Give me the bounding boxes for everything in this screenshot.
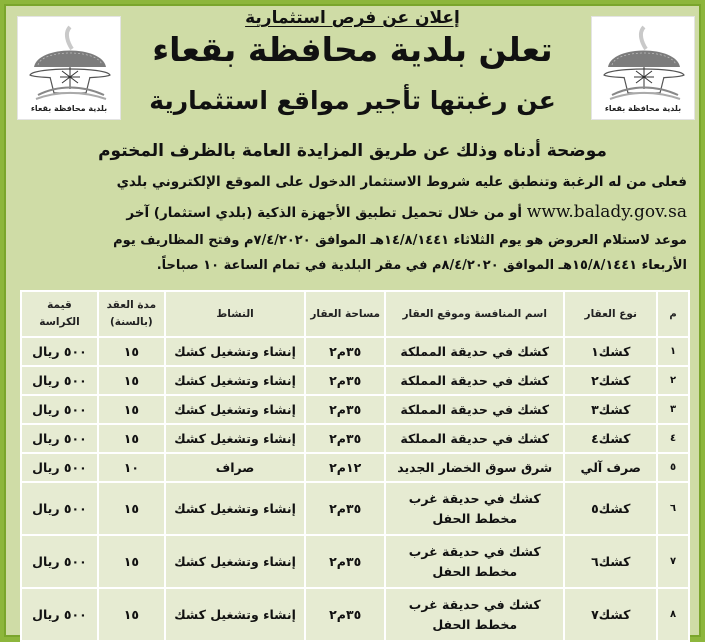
cell-name-line2: مخطط الحفل	[432, 616, 518, 632]
cell-name-line1: كشك في حديقة غرب	[408, 596, 541, 612]
logo-caption: بلدية محافظة بقعاء	[604, 104, 682, 113]
header-duration-line1: مدة العقد	[106, 299, 157, 311]
logo-caption: بلدية محافظة بقعاء	[30, 104, 108, 113]
cell-index: ٥	[657, 453, 689, 482]
header-fee-line2: الكراسة	[39, 316, 80, 328]
announcement-subtitle-method: موضحة أدناه وذلك عن طريق المزايدة العامة بالظرف المختوم	[98, 141, 607, 161]
cell-activity: صراف	[165, 453, 306, 482]
cell-activity: إنشاء وتشغيل كشك	[165, 337, 306, 366]
cell-activity: إنشاء وتشغيل كشك	[165, 482, 306, 535]
cell-duration: ١٥	[98, 482, 165, 535]
cell-fee: ٥٠٠ ريال	[21, 337, 98, 366]
cell-duration: ١٠	[98, 453, 165, 482]
table-row	[21, 535, 689, 588]
cell-name-location: كشك في حديقة المملكة	[385, 424, 564, 453]
cell-name-location: كشك في حديقة المملكة	[385, 395, 564, 424]
cell-activity: إنشاء وتشغيل كشك	[165, 535, 306, 588]
body-line-3: موعد لاستلام العروض هو يوم الثلاثاء ١٤/٨/١٤٤١هـ الموافق ٧/٤/٢٠٢٠م وفتح المظاريف يوم	[113, 233, 687, 248]
cell-area: ٣٥م٢	[305, 337, 385, 366]
table-row	[21, 588, 689, 641]
body-line-1: فعلى من له الرغبة وتنطبق عليه شروط الاستثمار الدخول على الموقع الإلكتروني بلدي	[116, 174, 687, 190]
cell-index: ١	[657, 337, 689, 366]
cell-fee: ٥٠٠ ريال	[21, 453, 98, 482]
announcement-title: تعلن بلدية محافظة بقعاء	[152, 30, 553, 69]
header-booklet-fee	[21, 291, 98, 337]
header-area: مساحة العقار	[305, 291, 385, 337]
cell-activity: إنشاء وتشغيل كشك	[165, 588, 306, 641]
cell-area: ٣٥م٢	[305, 366, 385, 395]
cell-activity: إنشاء وتشغيل كشك	[165, 366, 306, 395]
cell-fee: ٥٠٠ ريال	[21, 588, 98, 641]
cell-name-location: شرق سوق الخضار الجديد	[385, 453, 564, 482]
cell-area: ٣٥م٢	[305, 588, 385, 641]
cell-index: ٧	[657, 535, 689, 588]
cell-duration: ١٥	[98, 366, 165, 395]
cell-name-line1: كشك في حديقة غرب	[408, 490, 541, 506]
header-index: م	[657, 291, 689, 337]
cell-fee: ٥٠٠ ريال	[21, 535, 98, 588]
cell-index: ٨	[657, 588, 689, 641]
cell-area: ١٢م٢	[305, 453, 385, 482]
cell-type: كشك٦	[564, 535, 657, 588]
cell-fee: ٥٠٠ ريال	[21, 366, 98, 395]
cell-fee: ٥٠٠ ريال	[21, 424, 98, 453]
investment-sites-table	[20, 290, 690, 642]
cell-name-location	[385, 588, 564, 641]
header-name-location: اسم المنافسة وموقع العقار	[385, 291, 564, 337]
table-row	[21, 395, 689, 424]
table-row	[21, 366, 689, 395]
cell-duration: ١٥	[98, 535, 165, 588]
announcement-frame	[4, 4, 701, 637]
header-duration-line2: (بالسنة)	[109, 316, 153, 328]
cell-name-line1: كشك في حديقة غرب	[408, 543, 541, 559]
cell-activity: إنشاء وتشغيل كشك	[165, 424, 306, 453]
balady-website-link[interactable]: www.balady.gov.sa	[526, 202, 687, 222]
header-property-type: نوع العقار	[564, 291, 657, 337]
cell-name-location	[385, 482, 564, 535]
cell-type: كشك١	[564, 337, 657, 366]
cell-name-location	[385, 535, 564, 588]
cell-duration: ١٥	[98, 424, 165, 453]
table-row	[21, 337, 689, 366]
cell-type: كشك٧	[564, 588, 657, 641]
cell-index: ٦	[657, 482, 689, 535]
cell-name-location: كشك في حديقة المملكة	[385, 366, 564, 395]
body-line-4: الأربعاء ١٥/٨/١٤٤١هـ الموافق ٨/٤/٢٠٢٠م في مقر البلدية في تمام الساعة ١٠ صباحاً.	[156, 258, 687, 273]
cell-type: كشك٢	[564, 366, 657, 395]
cell-type: صرف آلي	[564, 453, 657, 482]
table-row	[21, 453, 689, 482]
cell-area: ٣٥م٢	[305, 535, 385, 588]
cell-duration: ١٥	[98, 588, 165, 641]
cell-area: ٣٥م٢	[305, 424, 385, 453]
cell-duration: ١٥	[98, 395, 165, 424]
cell-fee: ٥٠٠ ريال	[21, 395, 98, 424]
cell-index: ٣	[657, 395, 689, 424]
cell-index: ٤	[657, 424, 689, 453]
table-row	[21, 424, 689, 453]
header-contract-duration	[98, 291, 165, 337]
header-activity: النشاط	[165, 291, 306, 337]
table-header-row	[21, 291, 689, 337]
cell-activity: إنشاء وتشغيل كشك	[165, 395, 306, 424]
body-line-2	[18, 202, 687, 222]
cell-name-line2: مخطط الحفل	[432, 510, 518, 526]
cell-index: ٢	[657, 366, 689, 395]
table-row	[21, 482, 689, 535]
cell-duration: ١٥	[98, 337, 165, 366]
cell-area: ٣٥م٢	[305, 482, 385, 535]
header-fee-line1: قيمة	[47, 299, 72, 311]
cell-fee: ٥٠٠ ريال	[21, 482, 98, 535]
cell-type: كشك٤	[564, 424, 657, 453]
body-line-2-text: أو من خلال تحميل تطبيق الأجهزة الذكية (بلدي استثمار) آخر	[126, 205, 523, 221]
announcement-subtitle: عن رغبتها تأجير مواقع استثمارية	[149, 86, 556, 115]
announcement-kicker: إعلان عن فرص استثمارية	[245, 8, 460, 28]
cell-name-location: كشك في حديقة المملكة	[385, 337, 564, 366]
cell-type: كشك٥	[564, 482, 657, 535]
cell-type: كشك٣	[564, 395, 657, 424]
cell-name-line2: مخطط الحفل	[432, 563, 518, 579]
cell-area: ٣٥م٢	[305, 395, 385, 424]
